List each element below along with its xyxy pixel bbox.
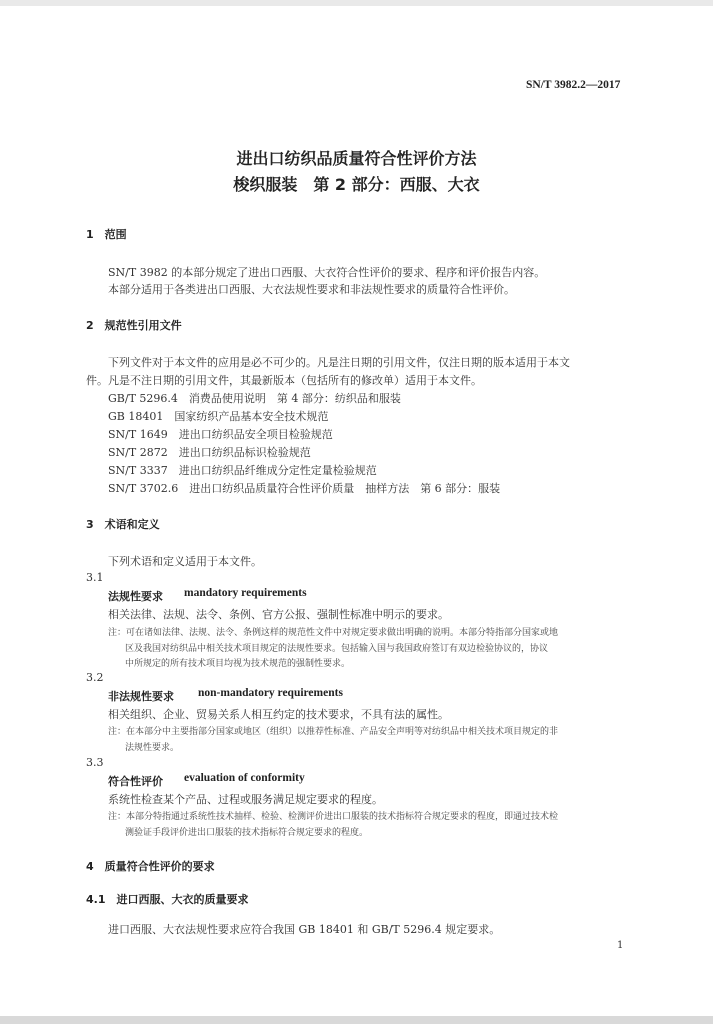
section-3-heading: 3 术语和定义 [86,518,160,531]
scan-edge-bottom [0,1016,713,1024]
section-4-1-para: 进口西服、大衣法规性要求应符合我国 GB 18401 和 GB/T 5296.4 规定要求。 [108,923,501,936]
reference-item: GB 18401 国家纺织产品基本安全技术规范 [108,410,329,423]
term-note-line: 测验证手段评价进出口服装的技术指标符合规定要求的程度。 [125,828,369,838]
term-english: mandatory requirements [184,587,307,599]
reference-item: SN/T 3702.6 进出口纺织品质量符合性评价质量 抽样方法 第 6 部分：服装 [108,482,501,495]
section-4-heading: 4 质量符合性评价的要求 [86,860,215,873]
section-2-heading: 2 规范性引用文件 [86,319,182,332]
reference-item: SN/T 1649 进出口纺织品安全项目检验规范 [108,428,333,441]
section-1-para-2: 本部分适用于各类进出口西服、大衣法规性要求和非法规性要求的质量符合性评价。 [108,283,515,296]
term-note-line: 中所规定的所有技术项目均视为技术规范的强制性要求。 [125,659,351,669]
scan-edge-top [0,0,713,6]
subsection-4-1-heading: 4.1 进口西服、大衣的质量要求 [86,893,249,906]
term-chinese: 符合性评价 [108,775,163,788]
section-2-para-1b: 件。凡是不注日期的引用文件，其最新版本（包括所有的修改单）适用于本文件。 [86,374,482,387]
title-line-1: 进出口纺织品质量符合性评价方法 [236,149,477,168]
term-definition: 相关法律、法规、法令、条例、官方公报、强制性标准中明示的要求。 [108,608,449,621]
term-number: 3.1 [86,571,104,584]
term-note-line: 区及我国对纺织品中相关技术项目规定的法规性要求。包括输入国与我国政府签订有双边检验协议的，协议 [125,644,549,654]
title-line-2: 梭织服装 第 2 部分：西服、大衣 [233,175,480,194]
reference-item: SN/T 3337 进出口纺织品纤维成分定性定量检验规范 [108,464,377,477]
term-note-line: 注：本部分特指通过系统性技术抽样、检验、检测评价进出口服装的技术指标符合规定要求的程度，即通过技术检 [108,812,559,822]
term-number: 3.3 [86,756,104,769]
term-english: evaluation of conformity [184,772,305,784]
standard-number: SN/T 3982.2—2017 [526,79,621,91]
reference-item: SN/T 2872 进出口纺织品标识检验规范 [108,446,311,459]
term-chinese: 非法规性要求 [108,690,174,703]
page-number: 1 [617,940,624,951]
term-note-line: 法规性要求。 [125,743,180,753]
term-chinese: 法规性要求 [108,590,163,603]
section-1-para-1: SN/T 3982 的本部分规定了进出口西服、大衣符合性评价的要求、程序和评价报告内容。 [108,266,546,279]
section-3-intro: 下列术语和定义适用于本文件。 [108,555,262,568]
term-number: 3.2 [86,671,104,684]
term-definition: 相关组织、企业、贸易关系人相互约定的技术要求，不具有法的属性。 [108,708,449,721]
term-note-line: 注：在本部分中主要指部分国家或地区（组织）以推荐性标准、产品安全声明等对纺织品中相关技术项目规定的非 [108,727,559,737]
reference-item: GB/T 5296.4 消费品使用说明 第 4 部分：纺织品和服装 [108,392,401,405]
term-note-line: 注：可在诸如法律、法规、法令、条例这样的规范性文件中对规定要求做出明确的说明。本部分特指部分国家或地 [108,628,559,638]
section-2-para-1a: 下列文件对于本文件的应用是必不可少的。凡是注日期的引用文件，仅注日期的版本适用于本文 [108,356,570,369]
section-1-heading: 1 范围 [86,228,127,241]
term-definition: 系统性检查某个产品、过程或服务满足规定要求的程度。 [108,793,383,806]
term-english: non-mandatory requirements [198,687,343,699]
